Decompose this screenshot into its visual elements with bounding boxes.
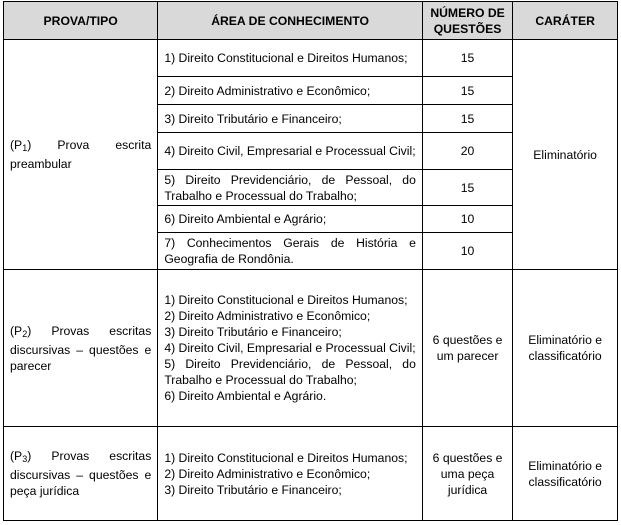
prova-tipo-p3: $(P_3)$ Provas escritas discursivas – questões e peça jurídica (4, 427, 158, 521)
list-item: 2) Direito Administrativo e Econômico; (164, 309, 371, 323)
header-area: ÁREA DE CONHECIMENTO (158, 2, 423, 40)
area-cell: 5) Direito Previdenciário, de Pessoal, do Trabalho e Processual do Trabalho; (158, 170, 423, 206)
header-carater: CARÁTER (513, 2, 618, 40)
header-prova-tipo: PROVA/TIPO (4, 2, 158, 40)
exam-table (3, 1, 618, 521)
header-row (4, 2, 618, 40)
prova-tipo-p2: $(P_2)$ Provas escritas discursivas – questões e parecer (4, 270, 158, 427)
list-item: 2) Direito Administrativo e Econômico; (164, 466, 371, 481)
list-item: 1) Direito Constitucional e Direitos Humanos; (164, 293, 408, 307)
questoes-cell: 20 (422, 133, 512, 170)
list-item: 6) Direito Ambiental e Agrário. (164, 389, 327, 403)
questoes-p3: 6 questões e uma peça jurídica (422, 427, 512, 521)
questoes-cell: 10 (422, 206, 512, 233)
area-cell: 6) Direito Ambiental e Agrário; (158, 206, 423, 233)
questoes-cell: 10 (422, 233, 512, 270)
carater-p2: Eliminatório e classificatório (513, 270, 618, 427)
list-item: 3) Direito Tributário e Financeiro; (164, 482, 342, 497)
questoes-cell: 15 (422, 170, 512, 206)
area-cell: 4) Direito Civil, Empresarial e Processual Civil; (158, 133, 423, 170)
list-item: 4) Direito Civil, Empresarial e Processual Civil; (164, 341, 416, 355)
table-row (4, 40, 618, 77)
questoes-cell: 15 (422, 77, 512, 105)
carater-p1: Eliminatório (513, 40, 618, 270)
carater-p3: Eliminatório e classificatório (513, 427, 618, 521)
area-list-p3 (158, 427, 423, 521)
questoes-p2: 6 questões e um parecer (422, 270, 512, 427)
area-cell: 3) Direito Tributário e Financeiro; (158, 105, 423, 133)
list-item: 3) Direito Tributário e Financeiro; (164, 325, 342, 339)
table-row (4, 270, 618, 427)
area-cell: 7) Conhecimentos Gerais de História e Geografia de Rondônia. (158, 233, 423, 270)
table-row (4, 427, 618, 521)
header-numero-questoes: NÚMERO DE QUESTÕES (422, 2, 512, 40)
prova-tipo-p1: $(P_1)$ Prova escrita preambular (4, 40, 158, 270)
questoes-cell: 15 (422, 40, 512, 77)
list-item: 5) Direito Previdenciário, de Pessoal, do Trabalho e Processual do Trabalho; (164, 357, 416, 387)
area-cell: 1) Direito Constitucional e Direitos Humanos; (158, 40, 423, 77)
area-list-p2 (158, 270, 423, 427)
list-item: 1) Direito Constitucional e Direitos Humanos; (164, 450, 408, 465)
area-cell: 2) Direito Administrativo e Econômico; (158, 77, 423, 105)
questoes-cell: 15 (422, 105, 512, 133)
